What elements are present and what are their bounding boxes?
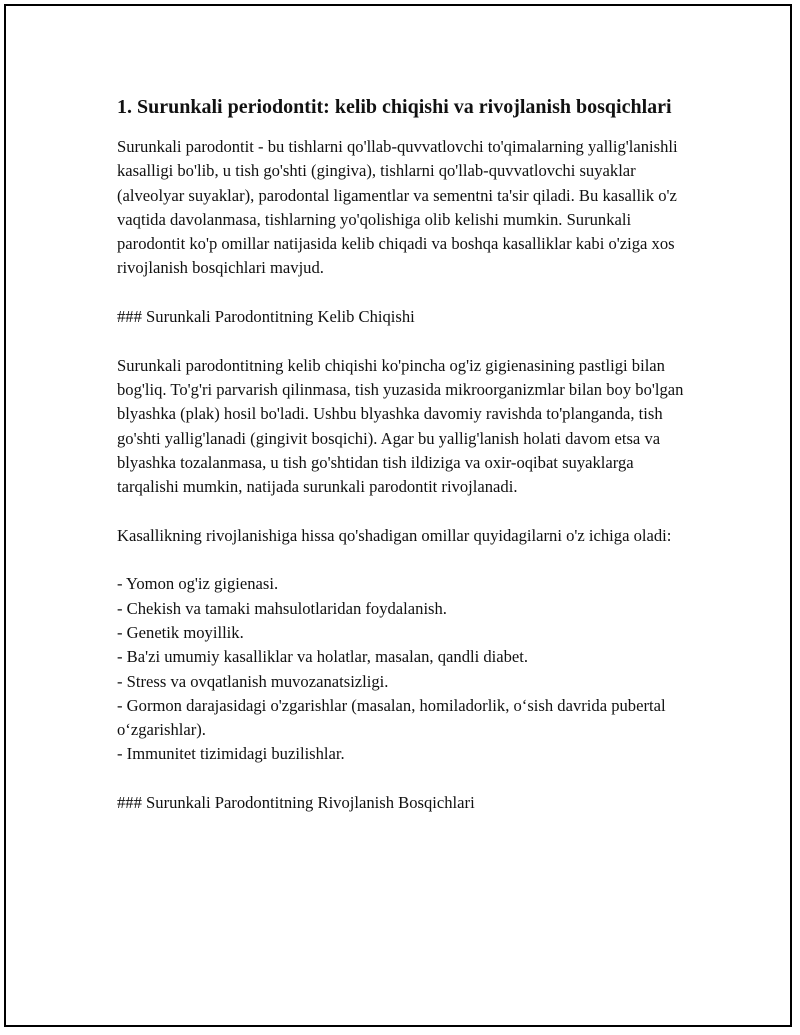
list-item: - Stress va ovqatlanish muvozanatsizligi. [117,671,389,691]
factors-list [117,572,697,766]
factors-intro-paragraph: Kasallikning rivojlanishiga hissa qo'shadigan omillar quyidagilarni o'z ichiga oladi: [117,525,672,545]
origin-paragraph: Surunkali parodontitning kelib chiqishi ko'pincha og'iz gigienasining pastligi bilan bog'liq. To'g'ri parvarish qilinmasa, tish yuzasida mikroorganizmlar bilan boy bo'lgan blyashka (plak) hosil bo'ladi. Ushbu blyashka davomiy ravishda to'planganda, tish go'shti yallig'lanadi (gingivit bosqichi). Agar bu yallig'lanish holati davom etsa va blyashka tozalanmasa, u tish go'shtidan tish ildiziga va oxir-oqibat suyaklarga tarqalishi mumkin, natijada surunkali parodontit rivojlanadi. [117,355,684,497]
list-item: - Chekish va tamaki mahsulotlaridan foydalanish. [117,598,447,618]
document-title: 1. Surunkali periodontit: kelib chiqishi va rivojlanish bosqichlari [117,96,672,118]
list-item: - Genetik moyillik. [117,622,244,642]
section-heading-origin: ### Surunkali Parodontitning Kelib Chiqishi [117,307,415,327]
list-item: - Immunitet tizimidagi buzilishlar. [117,744,345,764]
list-item: - Gormon darajasidagi o'zgarishlar (masalan, homiladorlik, o‘sish davrida pubertal o‘zgarishlar). [117,695,666,740]
list-item: - Ba'zi umumiy kasalliklar va holatlar, masalan, qandli diabet. [117,647,529,667]
section-heading-stages: ### Surunkali Parodontitning Rivojlanish Bosqichlari [117,793,475,813]
document-content [117,94,697,815]
list-item: - Yomon og'iz gigienasi. [117,574,279,594]
intro-paragraph: Surunkali parodontit - bu tishlarni qo'llab-quvvatlovchi to'qimalarning yallig'lanishli kasalligi bo'lib, u tish go'shti (gingiva), tishlarni qo'llab-quvvatlovchi suyaklar (alveolyar suyaklar), parodontal ligamentlar va sementni ta'sir qiladi. Bu kasallik o'z vaqtida davolanmasa, tishlarning yo'qolishiga olib kelishi mumkin. Surunkali parodontit ko'p omillar natijasida kelib chiqadi va boshqa kasalliklar kabi o'ziga xos rivojlanish bosqichlari mavjud. [117,137,678,278]
